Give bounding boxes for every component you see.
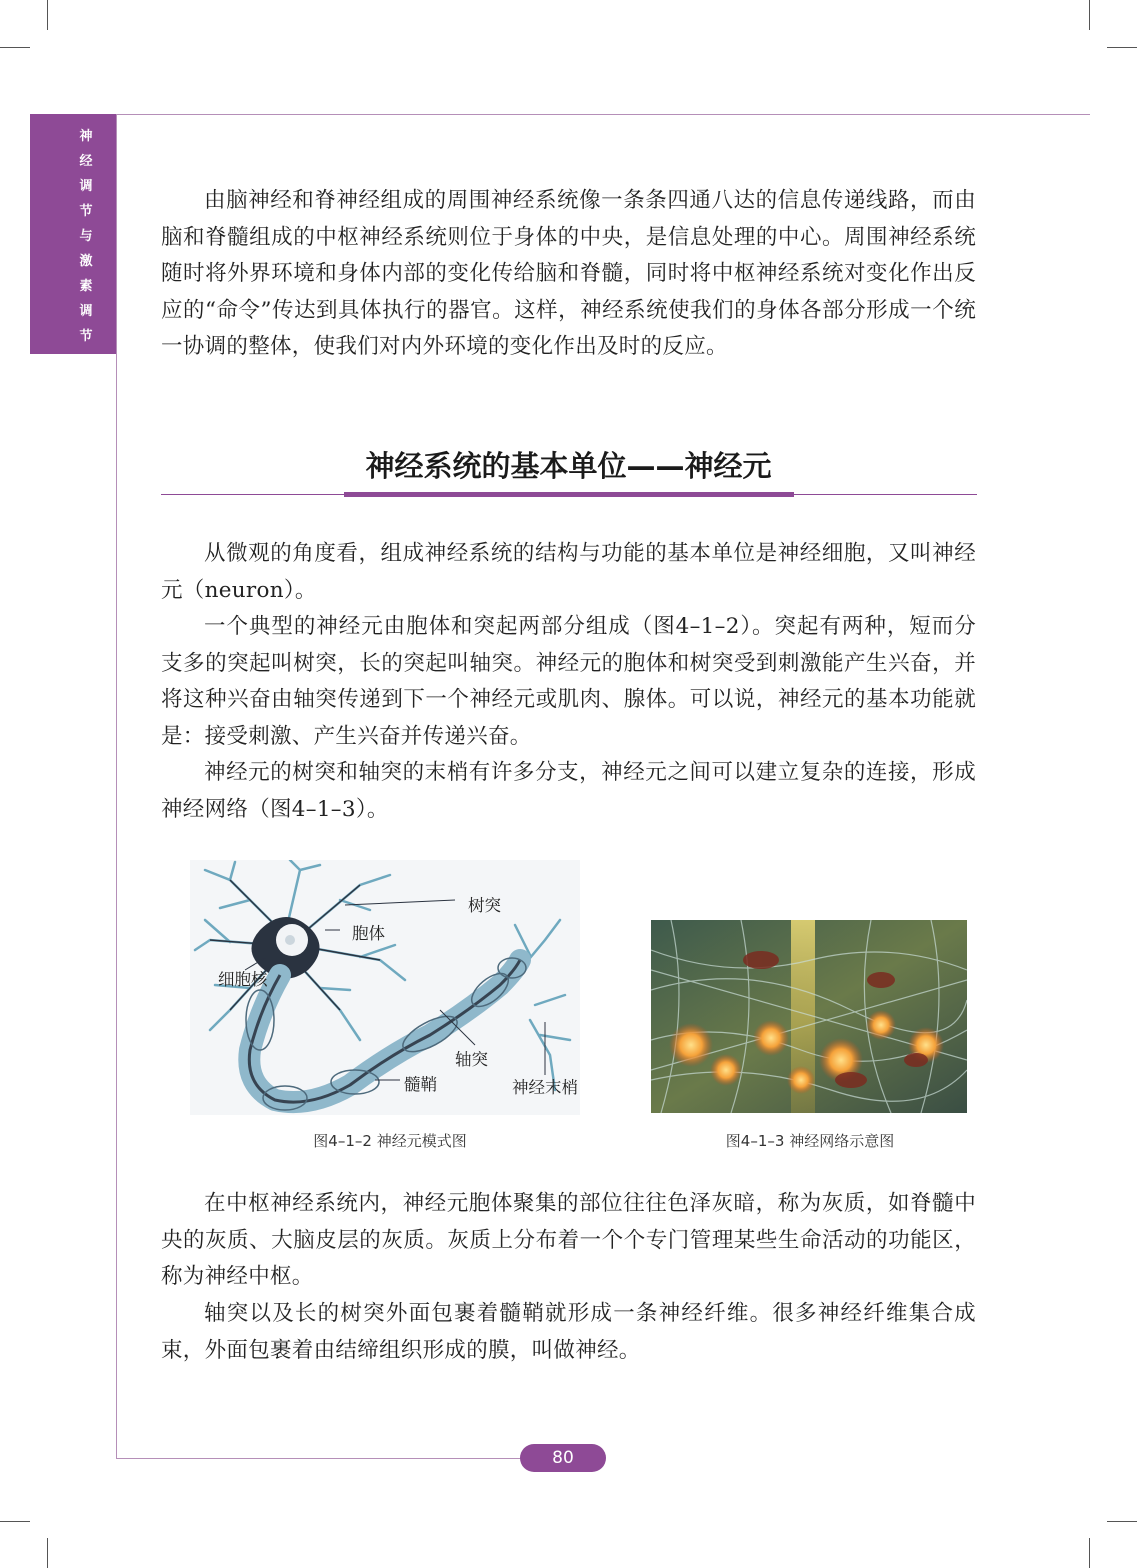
page-frame-bottom bbox=[116, 1458, 521, 1459]
figure-neural-network bbox=[651, 920, 967, 1113]
paragraph: 神经元的树突和轴突的末梢有许多分支，神经元之间可以建立复杂的连接，形成神经网络（图4–1–3）。 bbox=[161, 760, 976, 822]
paragraph: 从微观的角度看，组成神经系统的结构与功能的基本单位是神经细胞，又叫神经元（neuron）。 bbox=[161, 541, 976, 603]
chapter-tab bbox=[30, 114, 116, 354]
crop-mark bbox=[1089, 1538, 1090, 1568]
crop-mark bbox=[0, 47, 30, 48]
paragraph: 轴突以及长的树突外面包裹着髓鞘就形成一条神经纤维。很多神经纤维集合成束，外面包裹着由结缔组织形成的膜，叫做神经。 bbox=[161, 1301, 976, 1363]
page-number: 80 bbox=[520, 1444, 606, 1472]
label-myelin: 髓鞘 bbox=[404, 1075, 437, 1094]
figure-neuron bbox=[190, 860, 580, 1115]
label-dendrite: 树突 bbox=[468, 896, 501, 915]
label-terminal: 神经末梢 bbox=[512, 1078, 578, 1097]
crop-mark bbox=[0, 1521, 30, 1522]
crop-mark bbox=[1107, 47, 1137, 48]
crop-mark bbox=[47, 0, 48, 30]
crop-mark bbox=[1089, 0, 1090, 30]
section-title: 神经系统的基本单位——神经元 bbox=[365, 449, 772, 483]
page-frame-top bbox=[116, 114, 1090, 115]
paragraph: 由脑神经和脊神经组成的周围神经系统像一条条四通八达的信息传递线路，而由脑和脊髓组成的中枢神经系统则位于身体的中央，是信息处理的中心。周围神经系统随时将外界环境和身体内部的变化传给脑和脊髓，同时将中枢神经系统对变化作出反应的“命令”传达到具体执行的器官。这样，神经系统使我们的身体各部分形成一个统一协调的整体，使我们对内外环境的变化作出及时的反应。 bbox=[161, 188, 976, 359]
label-cell-body: 胞体 bbox=[352, 924, 385, 943]
figure-caption: 图4–1–3 神经网络示意图 bbox=[725, 1132, 895, 1150]
label-axon: 轴突 bbox=[455, 1050, 488, 1069]
chapter-tab-label: 神经调节与激素调节 bbox=[79, 129, 93, 344]
page-frame-left bbox=[116, 114, 117, 1459]
section-rule-accent bbox=[344, 492, 794, 497]
crop-mark bbox=[1107, 1521, 1137, 1522]
neural-network-illustration bbox=[651, 920, 967, 1113]
paragraph: 一个典型的神经元由胞体和突起两部分组成（图4–1–2）。突起有两种，短而分支多的突起叫树突，长的突起叫轴突。神经元的胞体和树突受到刺激能产生兴奋，并将这种兴奋由轴突传递到下一个神经元或肌肉、腺体。可以说，神经元的基本功能就是：接受刺激、产生兴奋并传递兴奋。 bbox=[161, 614, 976, 749]
label-nucleus: 细胞核 bbox=[218, 970, 268, 989]
crop-mark bbox=[47, 1538, 48, 1568]
paragraph: 在中枢神经系统内，神经元胞体聚集的部位往往色泽灰暗，称为灰质，如脊髓中央的灰质、大脑皮层的灰质。灰质上分布着一个个专门管理某些生命活动的功能区，称为神经中枢。 bbox=[161, 1191, 976, 1289]
figure-caption: 图4–1–2 神经元模式图 bbox=[313, 1132, 467, 1150]
